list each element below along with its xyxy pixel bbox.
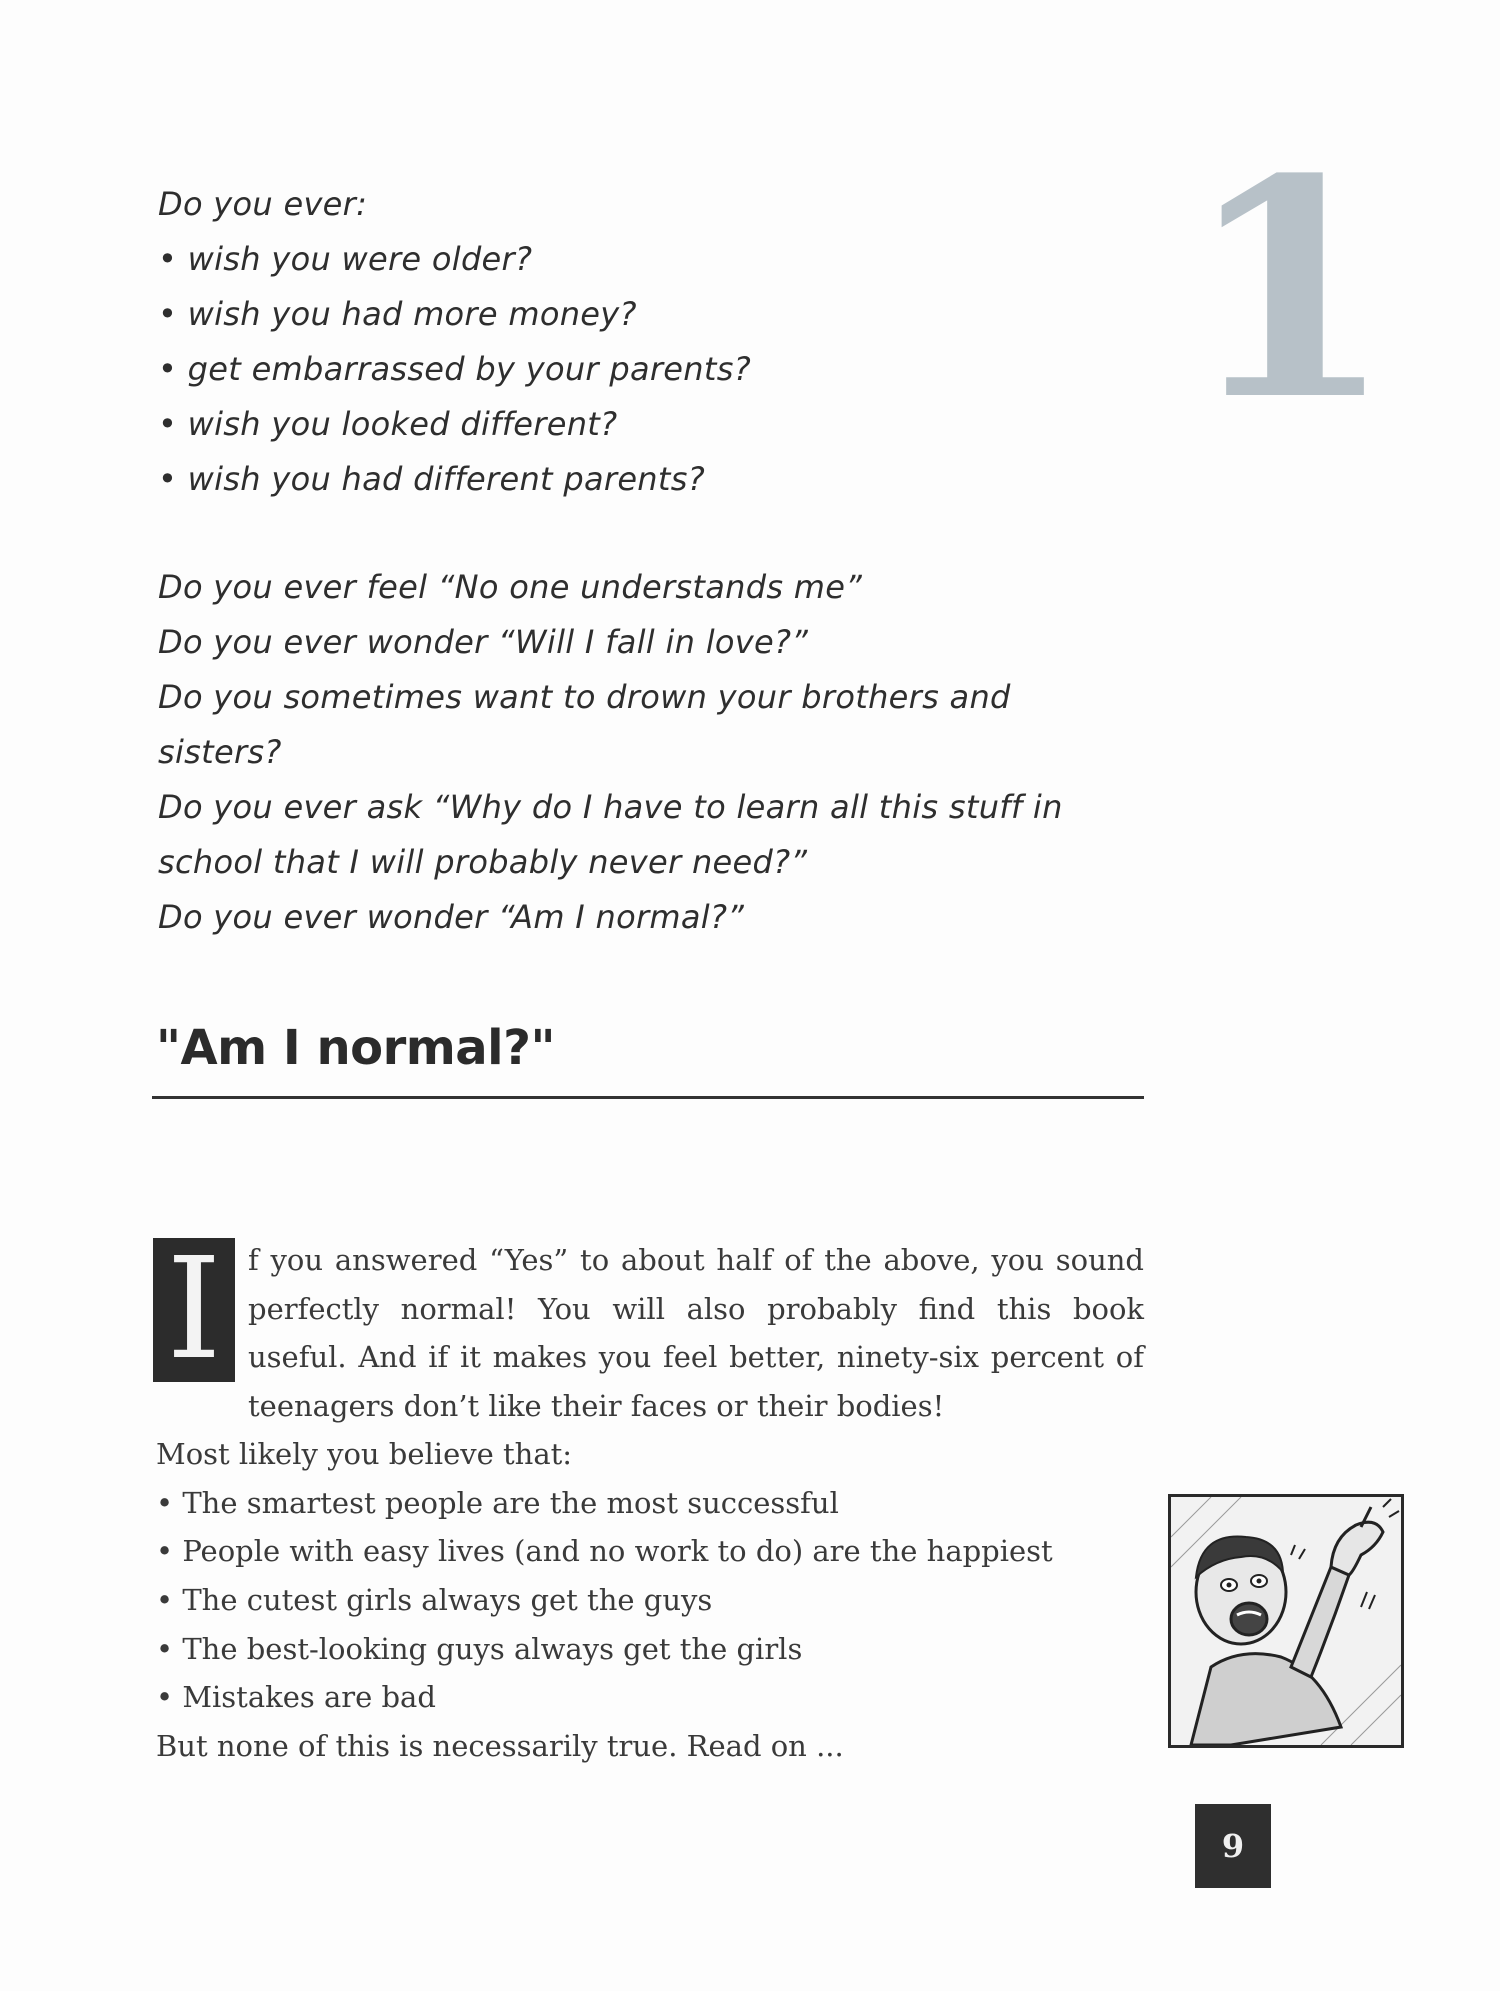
beliefs-section	[156, 1430, 1116, 1771]
intro-line: perfectly normal! You will also probably find this book	[248, 1291, 1144, 1326]
belief-item: • The best-looking guys always get the girls	[156, 1631, 803, 1666]
intro-line: useful. And if it makes you feel better, ninety-six percent of	[248, 1340, 1144, 1374]
intro-line: teenagers don’t like their faces or their bodies!	[248, 1388, 945, 1423]
page-number: 9	[1195, 1804, 1271, 1888]
intro-paragraph	[248, 1236, 1144, 1430]
question-line: Do you ever wonder “Am I normal?”	[158, 898, 745, 936]
question-item: • get embarrassed by your parents?	[158, 350, 751, 388]
questions-intro: Do you ever:	[158, 185, 368, 223]
question-item: • wish you looked different?	[158, 405, 618, 443]
question-line: sisters?	[158, 733, 282, 771]
heading-divider	[152, 1096, 1144, 1099]
chapter-number: 1	[1185, 113, 1394, 466]
question-line: school that I will probably never need?”	[158, 843, 808, 881]
belief-item: • Mistakes are bad	[156, 1680, 436, 1715]
question-line: Do you ever feel “No one understands me”	[158, 568, 863, 606]
beliefs-lead: Most likely you believe that:	[156, 1437, 573, 1471]
drop-cap: I	[153, 1238, 235, 1382]
question-line: Do you ever wonder “Will I fall in love?”	[158, 623, 809, 661]
questions-block	[158, 560, 1138, 945]
question-item: • wish you had different parents?	[158, 460, 705, 498]
belief-item: • The cutest girls always get the guys	[156, 1583, 713, 1618]
belief-item: • The smartest people are the most successful	[156, 1485, 839, 1520]
closing-line: But none of this is necessarily true. Read on ...	[156, 1729, 844, 1764]
question-item: • wish you were older?	[158, 240, 533, 278]
question-item: • wish you had more money?	[158, 295, 637, 333]
intro-line: f you answered “Yes” to about half of the above, you sound	[248, 1243, 1144, 1277]
question-line: Do you sometimes want to drown your brothers and	[158, 678, 1011, 716]
section-heading: "Am I normal?"	[156, 1020, 555, 1076]
belief-item: • People with easy lives (and no work to do) are the happiest	[156, 1534, 1053, 1569]
questions-list	[158, 177, 1158, 507]
cartoon-illustration	[1168, 1494, 1404, 1748]
cartoon-drawing	[1171, 1497, 1401, 1745]
question-line: Do you ever ask “Why do I have to learn all this stuff in	[158, 788, 1063, 826]
